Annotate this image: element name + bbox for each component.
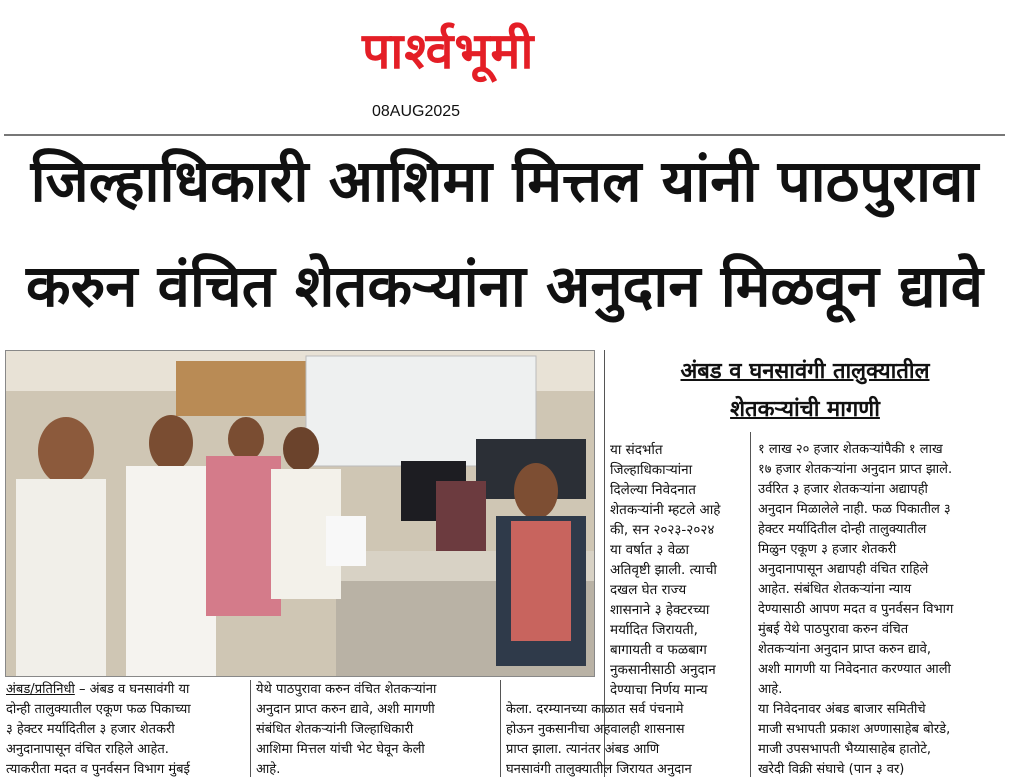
text-line: संबंधित शेतकऱ्यांनी जिल्हाधिकारी xyxy=(256,722,414,737)
text-line: १ लाख २० हजार शेतकऱ्यांपैकी १ लाख xyxy=(758,442,943,457)
text-line: आहेत. संबंधित शेतकऱ्यांना न्याय xyxy=(758,582,912,597)
text-line: जिल्हाधिकाऱ्यांना xyxy=(610,462,693,478)
text-line: दखल घेत राज्य xyxy=(610,582,687,598)
text-line: खरेदी विक्री संघाचे (पान ३ वर) xyxy=(758,762,905,777)
text-line: अनुदानापासून वंचित राहिले आहेत. xyxy=(6,742,169,757)
article-column-bottom-center xyxy=(256,680,498,780)
text-line: दिलेल्या निवेदनात xyxy=(610,482,696,498)
text-line: आहे. xyxy=(256,762,281,777)
text-line: प्राप्त झाला. त्यानंतर अंबड आणि xyxy=(506,742,660,757)
text-line: मिळुन एकूण ३ हजार शेतकरी xyxy=(758,542,897,557)
text-line: माजी उपसभापती भैय्यासाहेब हातोटे, xyxy=(758,742,932,757)
text-line: हेक्टर मर्यादितील दोन्ही तालुक्यातील xyxy=(758,522,927,537)
text-line: शेतकऱ्यांना अनुदान प्राप्त करुन द्यावे, xyxy=(758,642,931,657)
text-line: नुकसानीसाठी अनुदान xyxy=(610,662,716,678)
text-line: आशिमा मित्तल यांची भेट घेवून केली xyxy=(256,742,425,757)
masthead-logo: पार्श्वभूमी xyxy=(362,22,535,80)
text-line: अनुदान मिळालेले नाही. फळ पिकातील ३ xyxy=(758,502,951,517)
headline-line-1: जिल्हाधिकारी आशिमा मित्तल यांनी पाठपुरावा xyxy=(30,147,979,215)
column-divider xyxy=(250,680,251,777)
text-line: १७ हजार शेतकऱ्यांना अनुदान प्राप्त झाले. xyxy=(758,462,953,477)
text-fragment: – अंबड व घनसावंगी या xyxy=(74,682,190,697)
column-divider xyxy=(500,680,501,777)
text-line: ३ हेक्टर मर्यादितील ३ हजार शेतकरी xyxy=(6,722,175,737)
byline: अंबड/प्रतिनिधी xyxy=(6,682,75,697)
text-line: अशी मागणी या निवेदनात करण्यात आली xyxy=(758,662,951,677)
text-line: त्याकरीता मदत व पुनर्वसन विभाग मुंबई xyxy=(6,762,190,777)
text-line: घनसावंगी तालुक्यातील जिरायत अनुदान xyxy=(506,762,692,777)
text-line: उर्वरित ३ हजार शेतकऱ्यांना अद्यापही xyxy=(758,482,928,497)
text-line: मुंबई येथे पाठपुरावा करुन वंचित xyxy=(758,622,909,637)
text-line: देण्याचा निर्णय मान्य xyxy=(610,682,708,698)
text-line xyxy=(6,680,248,700)
text-line: या वर्षात ३ वेळा xyxy=(610,542,689,558)
news-photo xyxy=(5,350,595,677)
subheadline-line-1: अंबड व घनसावंगी तालुक्यातील xyxy=(680,359,930,384)
text-line: शासनाने ३ हेक्टरच्या xyxy=(610,602,710,618)
article-column-bottom-left xyxy=(6,680,248,780)
text-line: केला. दरम्यानच्या काळात सर्व पंचनामे xyxy=(506,702,684,717)
text-line: दोन्ही तालुक्यातील एकूण फळ पिकाच्या xyxy=(6,702,191,717)
text-line: की, सन २०२३-२०२४ xyxy=(610,522,715,538)
text-line: अनुदानापासून अद्यापही वंचित राहिले xyxy=(758,562,929,577)
column-divider xyxy=(750,432,751,777)
text-line: होऊन नुकसानीचा अहवालही शासनास xyxy=(506,722,685,737)
text-line: या संदर्भात xyxy=(610,442,663,458)
text-line: येथे पाठपुरावा करुन वंचित शेतकऱ्यांना xyxy=(256,682,437,697)
subheadline-line-2: शेतकऱ्यांची मागणी xyxy=(730,397,880,422)
edition-date: 08AUG2025 xyxy=(372,103,461,120)
text-line: अतिवृष्टी झाली. त्याची xyxy=(610,562,717,578)
text-line: या निवेदनावर अंबड बाजार समितीचे xyxy=(758,702,926,717)
text-line: शेतकऱ्यांनी म्हटले आहे xyxy=(610,502,721,518)
text-line: मर्यादित जिरायती, xyxy=(610,622,698,638)
text-line: माजी सभापती प्रकाश अण्णासाहेब बोरडे, xyxy=(758,722,951,737)
header-divider xyxy=(4,134,1005,136)
article-column-mid xyxy=(610,440,748,700)
text-line: बागायती व फळबाग xyxy=(610,642,707,658)
photo-illustration xyxy=(6,351,595,677)
article-column-bottom-mid xyxy=(506,700,748,780)
headline-line-2: करुन वंचित शेतकऱ्यांना अनुदान मिळवून द्यावे xyxy=(26,252,983,320)
text-line: अनुदान प्राप्त करुन द्यावे, अशी मागणी xyxy=(256,702,435,717)
text-line: देण्यासाठी आपण मदत व पुनर्वसन विभाग xyxy=(758,602,954,617)
text-line: आहे. xyxy=(758,682,783,697)
article-column-right xyxy=(758,440,1006,780)
